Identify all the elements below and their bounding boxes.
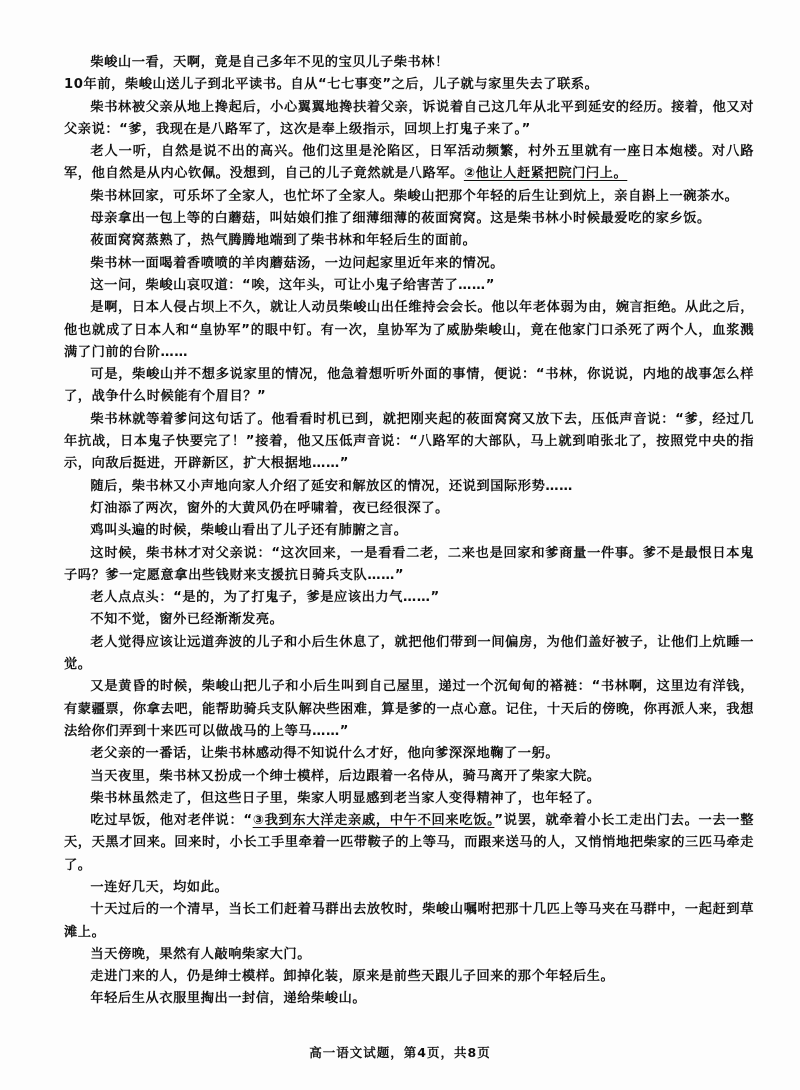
paragraph-text: 年轻后生从衣服里掏出一封信，递给柴峻山。 xyxy=(90,991,367,1007)
paragraph-text: 柴书林虽然走了，但这些日子里，柴家人明显感到老当家人变得精神了，也年轻了。 xyxy=(90,790,601,806)
paragraph-text: 可是，柴峻山并不想多说家里的情况，他急着想听听外面的事情，便说：“书林，你说说，内地的战事怎么样了，战争什么时候能有个眉目？” xyxy=(64,367,754,405)
paragraph-text: 老人点点头：“是的，为了打鬼子，爹是应该出力气……” xyxy=(90,590,440,606)
paragraph-text: 柴书林一面喝着香喷喷的羊肉蘑菇汤，一边问起家里近年来的情况。 xyxy=(90,255,505,271)
paragraph-text: 10年前，柴峻山送儿子到北平读书。自从“七七事变”之后，儿子就与家里失去了联系。 xyxy=(64,77,599,93)
paragraph-text: 不知不觉，窗外已经渐渐发亮。 xyxy=(90,612,284,628)
paragraph xyxy=(64,966,754,988)
paragraph xyxy=(64,476,754,498)
page-footer: 高一语文试题，第4页，共8页 xyxy=(309,1045,491,1060)
paragraph-text: 柴书林回家，可乐坏了全家人，也忙坏了全家人。柴峻山把那个年轻的后生让到炕上，亲自斟上一碗茶水。 xyxy=(90,188,739,204)
paragraph-text: 又是黄昏的时候，柴峻山把儿子和小后生叫到自己屋里，递过一个沉甸甸的褡裢：“书林啊，这里边有洋钱，有蒙疆票，你拿去吧，能帮助骑兵支队解决些困难，算是爹的一点心意。记住，十天后的傍晚，你再派人来，我想法给你们弄到十来匹可以做战马的上等马……” xyxy=(64,679,754,739)
paragraph xyxy=(64,587,754,609)
paragraph xyxy=(64,97,754,142)
story-text xyxy=(64,52,754,1011)
paragraph xyxy=(64,364,754,409)
paragraph-text: 这时候，柴书林才对父亲说：“这次回来，一是看看二老，二来也是回家和爹商量一件事。爹不是最恨日本鬼子吗？爹一定愿意拿出些钱财来支援抗日骑兵支队……” xyxy=(64,545,754,583)
paragraph xyxy=(64,520,754,542)
paragraph xyxy=(64,676,754,743)
paragraph-text: 十天过后的一个清早，当长工们赶着马群出去放牧时，柴峻山嘱咐把那十几匹上等马夹在马群中，一起赶到草滩上。 xyxy=(64,902,754,940)
paragraph xyxy=(64,141,754,186)
paragraph xyxy=(64,810,754,877)
paragraph xyxy=(64,230,754,252)
paragraph-text: 柴书林被父亲从地上搀起后，小心翼翼地搀扶着父亲，诉说着自己这几年从北平到延安的经历。接着，他又对父亲说：“爹，我现在是八路军了，这次是奉上级指示，回坝上打鬼子来了。” xyxy=(64,99,754,137)
paragraph-text: 随后，柴书林又小声地向家人介绍了延安和解放区的情况，还说到国际形势…… xyxy=(90,478,573,494)
paragraph xyxy=(64,498,754,520)
paragraph-text: 老父亲的一番话，让柴书林感动得不知说什么才好，他向爹深深地鞠了一躬。 xyxy=(90,746,560,762)
paragraph xyxy=(64,186,754,208)
paragraph xyxy=(64,609,754,631)
paragraph-text: 是啊，日本人侵占坝上不久，就让人动员柴峻山出任维持会会长。他以年老体弱为由，婉言拒绝。从此之后，他也就成了日本人和“皇协军”的眼中钉。有一次，皇协军为了威胁柴峻山，竟在他家门口杀死了两个人，血浆溅满了门前的台阶…… xyxy=(64,300,754,360)
paragraph-text: 鸡叫头遍的时候，柴峻山看出了儿子还有肺腑之言。 xyxy=(90,523,408,539)
paragraph-text-tail: ”说罢，就牵着小长工走出门去。一去一整天，天黑才回来。回来时，小长工手里牵着一匹带鞍子的上等马，而跟来送马的人，又悄悄地把柴家的三匹马牵走了。 xyxy=(64,813,754,873)
paragraph xyxy=(64,632,754,677)
paragraph xyxy=(64,275,754,297)
paragraph-text: 老人一听，自然是说不出的高兴。他们这里是沦陷区，日军活动频繁，村外五里就有一座日本炮楼。对八路军，他自然是从内心钦佩。没想到，自己的儿子竟然就是八路军。 xyxy=(64,144,754,182)
paragraph xyxy=(64,944,754,966)
paragraph-text: 莜面窝窝蒸熟了，热气腾腾地端到了柴书林和年轻后生的面前。 xyxy=(90,233,477,249)
paragraph xyxy=(64,988,754,1010)
paragraph xyxy=(64,253,754,275)
underlined-sentence: ②他让人赶紧把院门闩上。 xyxy=(463,166,628,182)
paragraph xyxy=(64,543,754,588)
paragraph xyxy=(64,208,754,230)
paragraph-text: 柴峻山一看，天啊，竟是自己多年不见的宝贝儿子柴书林！ xyxy=(90,55,449,70)
paragraph xyxy=(64,409,754,476)
paragraph-text: 老人觉得应该让远道奔波的儿子和小后生休息了，就把他们带到一间偏房，为他们盖好被子，让他们上炕睡一觉。 xyxy=(64,634,754,673)
paragraph xyxy=(64,877,754,899)
paragraph-text: 走进门来的人，仍是绅士模样。卸掉化装，原来是前些天跟儿子回来的那个年轻后生。 xyxy=(90,969,615,985)
paragraph-text: 母亲拿出一包上等的白蘑菇，叫姑娘们推了细薄细薄的莜面窝窝。这是柴书林小时候最爱吃的家乡饭。 xyxy=(90,211,711,227)
paragraph xyxy=(64,899,754,944)
paragraph-text: 柴书林就等着爹问这句话了。他看看时机已到，就把刚夹起的莜面窝窝又放下去，压低声音说：“爹，经过几年抗战，日本鬼子快要完了！”接着，他又压低声音说：“八路军的大部队，马上就到咱张北了，按照党中央的指示，向敌后挺进，开辟新区，扩大根据地……” xyxy=(64,411,754,472)
paragraph-text: 当天傍晚，果然有人敲响柴家大门。 xyxy=(90,946,311,962)
paragraph xyxy=(64,74,754,96)
paragraph xyxy=(64,788,754,810)
paragraph xyxy=(64,297,754,364)
paragraph xyxy=(64,766,754,788)
paragraph-text: 吃过早饭，他对老伴说：“ xyxy=(90,813,253,829)
underlined-sentence: ③我到东大洋走亲戚，中午不回来吃饭。 xyxy=(252,813,495,829)
paragraph xyxy=(64,52,754,74)
paragraph-text: 一连好几天，均如此。 xyxy=(90,879,229,895)
paragraph-text: 灯油添了两次，窗外的大黄风仍在呼啸着，夜已经很深了。 xyxy=(90,500,449,516)
paragraph xyxy=(64,743,754,765)
paragraph-text: 这一问，柴峻山哀叹道：“唉，这年头，可让小鬼子给害苦了……” xyxy=(90,277,495,293)
paragraph-text: 当天夜里，柴书林又扮成一个绅士模样，后边跟着一名侍从，骑马离开了柴家大院。 xyxy=(90,768,601,784)
